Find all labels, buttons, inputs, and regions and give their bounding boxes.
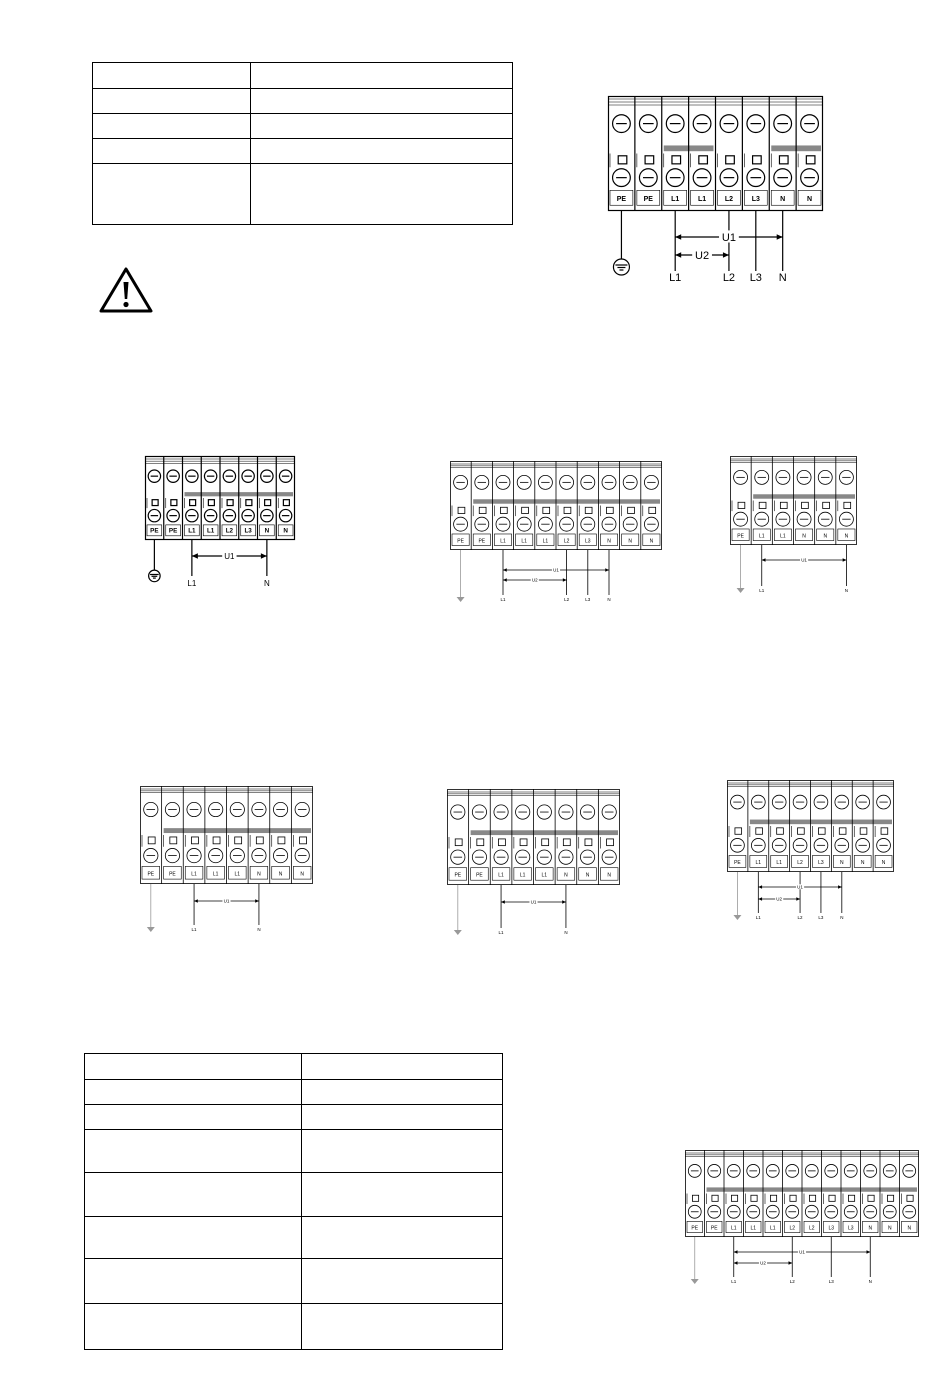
ground-arrow-icon xyxy=(733,915,741,920)
terminal-window xyxy=(881,828,888,834)
terminal-label: L1 xyxy=(212,871,219,878)
terminal-label: L3 xyxy=(751,196,760,204)
arrowhead xyxy=(261,553,267,559)
terminal-label: PE xyxy=(691,1225,699,1232)
phase-label: L2 xyxy=(789,1279,795,1284)
terminal-label: N xyxy=(257,871,261,878)
table-cell xyxy=(85,1130,302,1173)
phase-label: L3 xyxy=(749,272,762,284)
terminal-window xyxy=(235,837,242,844)
bridge-bar xyxy=(471,830,618,835)
wiring-diagram-three-phase-c xyxy=(685,1150,919,1286)
terminal-label: N xyxy=(844,533,849,540)
terminal-window xyxy=(256,837,263,844)
table-cell xyxy=(251,114,513,139)
arrowhead xyxy=(503,578,507,582)
terminal-label: L1 xyxy=(780,533,786,540)
terminal-window xyxy=(735,828,742,834)
terminal-window xyxy=(500,507,507,513)
terminal-window xyxy=(731,1195,737,1201)
terminal-window xyxy=(868,1195,874,1201)
table-cell xyxy=(93,114,251,139)
terminal-label: L1 xyxy=(541,872,548,879)
terminal-label: L3 xyxy=(818,860,824,867)
terminal-window xyxy=(520,839,527,846)
terminal-window xyxy=(265,500,271,506)
terminal-label: L1 xyxy=(234,871,241,878)
terminal-window xyxy=(213,837,220,844)
terminal-window xyxy=(692,1195,698,1201)
terminal-window xyxy=(780,502,787,508)
terminal-window xyxy=(227,500,233,506)
voltage-label: U1 xyxy=(801,557,807,563)
terminal-label: L2 xyxy=(797,860,803,867)
table-cell xyxy=(251,63,513,89)
table-cell xyxy=(85,1173,302,1217)
terminal-label: L1 xyxy=(188,527,196,535)
terminal-window xyxy=(802,502,809,508)
arrowhead xyxy=(734,1250,738,1254)
terminal-label: N xyxy=(300,871,304,878)
wiring-diagram-single-phase-b xyxy=(730,456,857,596)
terminal-label: L1 xyxy=(542,538,549,545)
wiring-diagram-main xyxy=(608,96,823,296)
terminal-window xyxy=(283,500,289,506)
terminal-window xyxy=(564,507,571,513)
terminal-label: L1 xyxy=(750,1225,757,1232)
terminal-label: N xyxy=(881,860,886,867)
phase-label: N xyxy=(607,597,611,602)
table-cell xyxy=(85,1304,302,1350)
terminal-label: N xyxy=(564,872,568,879)
terminal-label: N xyxy=(585,872,590,879)
table-cell xyxy=(93,139,251,164)
terminal-window xyxy=(907,1195,913,1201)
table-cell xyxy=(302,1105,503,1130)
table-cell xyxy=(85,1105,302,1130)
terminal-window xyxy=(829,1195,835,1201)
exclamation-triangle-icon xyxy=(98,266,154,314)
phase-label: N xyxy=(868,1279,872,1284)
terminal-label: N xyxy=(868,1225,873,1232)
terminal-window xyxy=(585,507,592,513)
terminal-label: L1 xyxy=(519,872,526,879)
terminal-label: L1 xyxy=(755,860,762,867)
voltage-label: U1 xyxy=(224,551,235,561)
terminal-label: PE xyxy=(737,533,744,540)
table-cell xyxy=(85,1259,302,1304)
terminal-window xyxy=(823,502,830,508)
terminal-label: L1 xyxy=(498,872,504,879)
terminal-window xyxy=(844,502,851,508)
terminal-window xyxy=(770,1195,776,1201)
phase-label: L2 xyxy=(797,915,803,920)
terminal-label: PE xyxy=(734,860,741,867)
terminal-window xyxy=(699,156,708,164)
arrowhead xyxy=(255,899,259,903)
phase-label: L1 xyxy=(187,579,197,588)
phase-label: L1 xyxy=(669,272,682,284)
terminal-label: PE xyxy=(478,538,486,545)
phase-label: L1 xyxy=(731,1279,737,1284)
terminal-window xyxy=(649,507,656,513)
terminal-label: N xyxy=(649,538,654,545)
phase-label: N xyxy=(257,927,261,932)
terminal-window xyxy=(543,507,550,513)
terminal-window xyxy=(148,837,155,844)
bridge-bar xyxy=(473,499,660,503)
terminal-label: L3 xyxy=(244,527,252,535)
terminal-label: L2 xyxy=(808,1225,815,1232)
table-cell xyxy=(302,1130,503,1173)
terminal-label: L1 xyxy=(730,1225,737,1232)
terminal-label: N xyxy=(860,860,865,867)
terminal-label: L2 xyxy=(789,1225,796,1232)
voltage-label: U1 xyxy=(530,899,537,905)
terminal-label: PE xyxy=(476,872,483,879)
wiring-diagram-three-phase-b xyxy=(727,780,894,922)
voltage-label: U1 xyxy=(797,884,803,890)
ground-arrow-icon xyxy=(737,588,745,593)
terminal-window xyxy=(585,839,592,846)
terminal-window xyxy=(208,500,214,506)
arrowhead xyxy=(192,553,198,559)
terminal-window xyxy=(726,156,735,164)
terminal-label: PE xyxy=(168,527,178,535)
table-cell xyxy=(93,89,251,114)
voltage-label: U1 xyxy=(799,1249,805,1255)
terminal-label: L1 xyxy=(521,538,527,545)
phase-label: N xyxy=(840,915,844,920)
voltage-label: U1 xyxy=(553,567,559,573)
table-cell xyxy=(302,1217,503,1259)
terminal-label: L1 xyxy=(206,527,215,535)
phase-label: L1 xyxy=(500,597,506,602)
terminal-label: L1 xyxy=(500,538,506,545)
terminal-window xyxy=(790,1195,796,1201)
ground-arrow-icon xyxy=(457,597,465,602)
table-cell xyxy=(251,89,513,114)
terminal-label: L3 xyxy=(585,538,591,545)
terminal-label: PE xyxy=(147,871,155,878)
arrowhead xyxy=(789,1261,793,1265)
terminal-window xyxy=(542,839,549,846)
arrowhead xyxy=(838,885,842,889)
terminal-window xyxy=(738,502,745,508)
table-cell xyxy=(302,1173,503,1217)
table-cell xyxy=(251,164,513,225)
terminal-window xyxy=(300,837,307,844)
terminal-window xyxy=(777,828,784,834)
terminal-window xyxy=(522,507,529,513)
terminal-window xyxy=(628,507,635,513)
ground-arrow-icon xyxy=(147,927,155,932)
terminal-window xyxy=(645,156,654,164)
terminal-label: N xyxy=(780,196,786,204)
terminal-window xyxy=(479,507,486,513)
terminal-window xyxy=(607,839,614,846)
table-cell xyxy=(251,139,513,164)
wiring-diagram-single-phase-c xyxy=(140,786,313,934)
terminal-label: L1 xyxy=(776,860,782,867)
terminal-label: PE xyxy=(643,196,653,204)
terminal-label: PE xyxy=(616,196,627,204)
voltage-label: U2 xyxy=(531,577,538,583)
phase-label: L3 xyxy=(585,597,591,602)
terminal-label: N xyxy=(283,527,288,535)
phase-label: L3 xyxy=(828,1279,834,1284)
phase-label: L1 xyxy=(759,588,765,593)
terminal-window xyxy=(887,1195,893,1201)
phase-label: L2 xyxy=(564,597,570,602)
terminal-window xyxy=(798,828,805,834)
terminal-window xyxy=(455,839,462,846)
terminal-label: L2 xyxy=(724,196,734,204)
terminal-window xyxy=(170,837,177,844)
table-cell xyxy=(85,1217,302,1259)
terminal-window xyxy=(152,500,158,506)
terminal-window xyxy=(806,156,815,164)
terminal-label: PE xyxy=(457,538,464,545)
phase-label: L3 xyxy=(818,915,824,920)
table-cell xyxy=(302,1259,503,1304)
terminal-label: N xyxy=(278,871,283,878)
terminal-label: L1 xyxy=(671,196,680,204)
terminal-window xyxy=(498,839,505,846)
terminal-window xyxy=(759,502,766,508)
terminal-label: N xyxy=(807,196,813,204)
table-cell xyxy=(302,1080,503,1105)
terminal-window xyxy=(818,828,825,834)
arrowhead xyxy=(194,899,198,903)
table-cell xyxy=(85,1080,302,1105)
phase-label: N xyxy=(844,588,849,593)
bridge-bar xyxy=(750,820,892,825)
terminal-label: PE xyxy=(454,872,462,879)
arrowhead xyxy=(675,234,681,240)
terminal-label: L1 xyxy=(758,533,765,540)
phase-label: N xyxy=(263,579,270,588)
terminal-window xyxy=(751,1195,757,1201)
terminal-window xyxy=(563,839,570,846)
terminal-label: N xyxy=(628,538,633,545)
voltage-label: U1 xyxy=(721,231,736,244)
terminal-label: N xyxy=(607,538,611,545)
table-cell xyxy=(302,1304,503,1350)
terminal-window xyxy=(756,828,763,834)
terminal-label: L2 xyxy=(563,538,570,545)
terminal-window xyxy=(848,1195,854,1201)
voltage-label: U2 xyxy=(776,896,783,902)
voltage-label: U2 xyxy=(695,249,710,262)
ground-arrow-icon xyxy=(691,1279,699,1284)
table-cell xyxy=(302,1054,503,1080)
terminal-window xyxy=(278,837,285,844)
terminal-label: L1 xyxy=(191,871,197,878)
terminal-label: N xyxy=(907,1225,912,1232)
terminal-window xyxy=(753,156,762,164)
terminal-window xyxy=(618,156,627,164)
arrowhead xyxy=(675,252,681,258)
terminal-label: L1 xyxy=(697,196,707,204)
terminal-window xyxy=(477,839,484,846)
spec-table-1 xyxy=(92,62,513,225)
terminal-window xyxy=(191,837,198,844)
terminal-window xyxy=(809,1195,815,1201)
terminal-window xyxy=(458,507,465,513)
terminal-window xyxy=(672,156,681,164)
arrowhead xyxy=(758,897,762,901)
table-cell xyxy=(93,164,251,225)
terminal-window xyxy=(606,507,613,513)
terminal-label: N xyxy=(823,533,828,540)
ground-arrow-icon xyxy=(454,930,462,935)
terminal-label: L1 xyxy=(769,1225,776,1232)
terminal-label: PE xyxy=(710,1225,718,1232)
terminal-label: PE xyxy=(169,871,176,878)
voltage-label: U2 xyxy=(760,1260,766,1266)
terminal-window xyxy=(860,828,867,834)
phase-label: N xyxy=(564,930,568,935)
wiring-diagram-three-phase-a xyxy=(450,461,662,607)
terminal-label: PE xyxy=(150,527,159,535)
terminal-window xyxy=(712,1195,718,1201)
phase-label: N xyxy=(778,272,787,284)
voltage-label: U1 xyxy=(223,898,230,904)
arrowhead xyxy=(758,885,762,889)
terminal-label: L2 xyxy=(225,527,234,535)
arrowhead xyxy=(867,1250,871,1254)
arrowhead xyxy=(723,252,729,258)
wiring-diagram-single-phase-a xyxy=(145,456,295,596)
arrowhead xyxy=(501,900,505,904)
bridge-bar xyxy=(753,494,855,498)
arrowhead xyxy=(762,558,766,562)
phase-label: L1 xyxy=(755,915,761,920)
wiring-diagram-single-phase-d xyxy=(447,789,620,935)
arrowhead xyxy=(734,1261,738,1265)
terminal-window xyxy=(839,828,846,834)
terminal-window xyxy=(246,500,252,506)
terminal-label: N xyxy=(264,527,270,535)
terminal-label: L3 xyxy=(847,1225,854,1232)
arrowhead xyxy=(562,900,566,904)
arrowhead xyxy=(503,568,507,572)
phase-label: L1 xyxy=(498,930,504,935)
arrowhead xyxy=(843,558,847,562)
terminal-label: N xyxy=(802,533,806,540)
table-cell xyxy=(85,1054,302,1080)
terminal-window xyxy=(190,500,196,506)
terminal-label: N xyxy=(840,860,844,867)
terminal-label: N xyxy=(607,872,611,879)
table-cell xyxy=(93,63,251,89)
phase-label: L2 xyxy=(722,272,736,284)
terminal-label: N xyxy=(887,1225,892,1232)
terminal-window xyxy=(779,156,788,164)
arrowhead xyxy=(563,578,567,582)
spec-table-2 xyxy=(84,1053,503,1350)
terminal-window xyxy=(171,500,177,506)
arrowhead xyxy=(796,897,800,901)
terminal-label: L3 xyxy=(828,1225,835,1232)
bridge-bar xyxy=(707,1187,918,1191)
bridge-bar xyxy=(164,828,311,833)
arrowhead xyxy=(777,234,783,240)
phase-label: L1 xyxy=(191,927,197,932)
arrowhead xyxy=(605,568,609,572)
